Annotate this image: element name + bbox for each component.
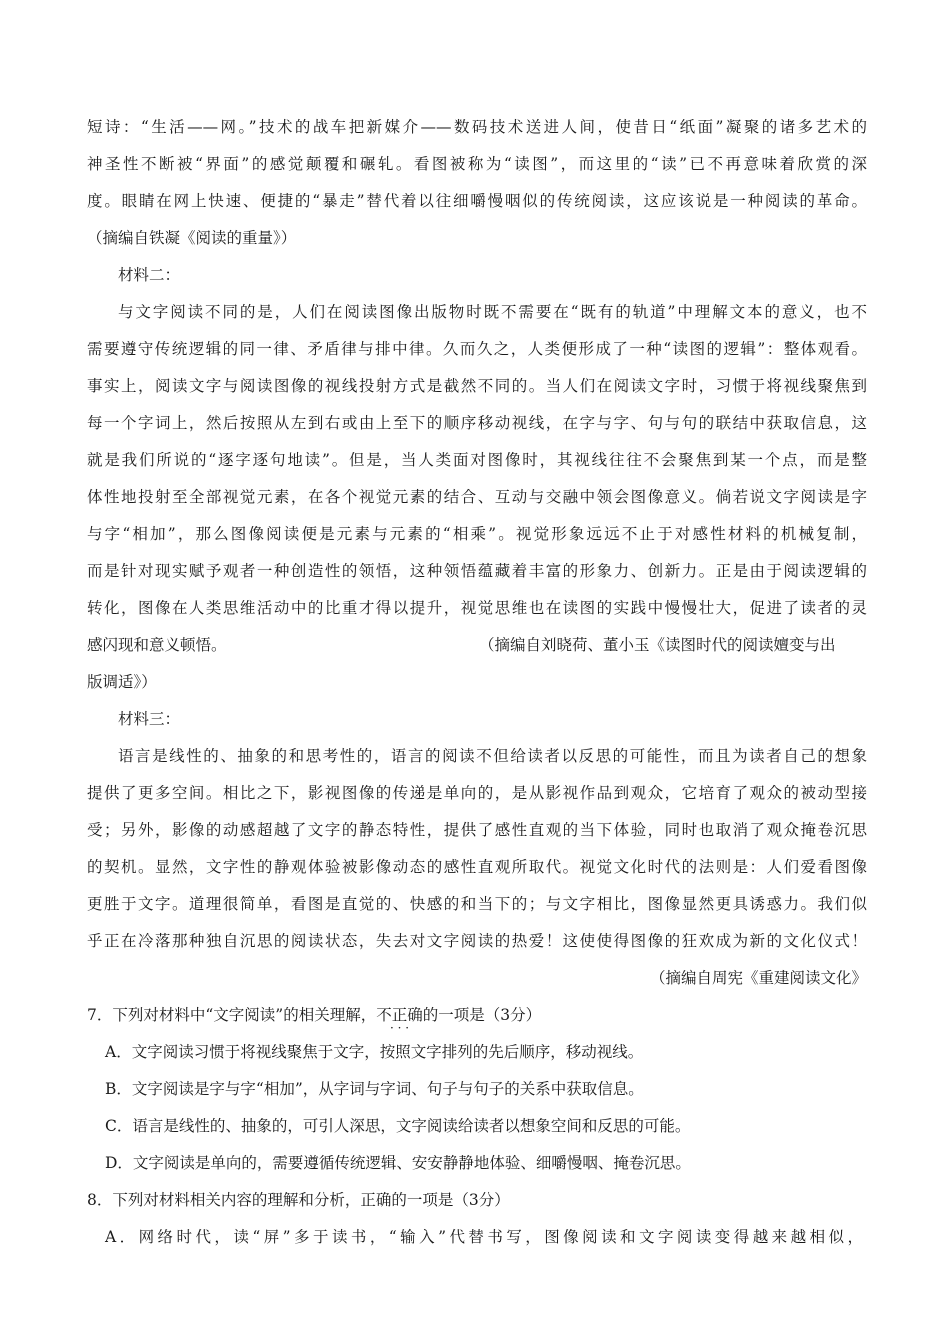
material2-line: 转化，图像在人类思维活动中的比重才得以提升，视觉思维也在读图的实践中慢慢壮大，促进了读者的灵	[87, 599, 867, 617]
q7-option-c: C．语言是线性的、抽象的，可引人深思，文字阅读给读者以想象空间和反思的可能。	[105, 1117, 691, 1135]
q8-option-a: A．网络时代，读“屏”多于读书，“输入”代替书写，图像阅读和文字阅读变得越来越相似，	[105, 1228, 863, 1246]
material2-line: 每一个字词上，然后按照从左到右或由上至下的顺序移动视线，在字与字、句与句的联结中获取信息，这	[87, 414, 867, 432]
material1-source: （摘编自铁凝《阅读的重量》）	[87, 229, 297, 247]
q7-option-a: A．文字阅读习惯于将视线聚焦于文字，按照文字排列的先后顺序，移动视线。	[105, 1043, 644, 1061]
material3-line: 的契机。显然，文字性的静观体验被影像动态的感性直观所取代。视觉文化时代的法则是：人们爱看图像	[87, 858, 867, 876]
material1-line: 神圣性不断被“界面”的感觉颠覆和碾轧。看图被称为“读图”，而这里的“读”已不再意味着欣赏的深	[87, 155, 867, 173]
material2-source: （摘编自刘晓荷、董小玉《读图时代的阅读嬗变与出	[479, 636, 836, 654]
material2-line: 事实上，阅读文字与阅读图像的视线投射方式是截然不同的。当人们在阅读文字时，习惯于将视线聚焦到	[87, 377, 867, 395]
q7-stem-b: 的一项是（3分）	[422, 1006, 542, 1024]
material1-line: 短诗：“生活——网。”技术的战车把新媒介——数码技术送进人间，使昔日“纸面”凝聚的诸多艺术的	[87, 118, 867, 136]
material2-last-text: 感闪现和意义顿悟。	[87, 636, 227, 654]
material2-line: 与字“相加”，那么图像阅读便是元素与元素的“相乘”。视觉形象远远不止于对感性材料的机械复制，	[87, 525, 867, 543]
material2-line: 而是针对现实赋予观者一种创造性的领悟，这种领悟蕴藏着丰富的形象力、创新力。正是由于阅读逻辑的	[87, 562, 867, 580]
material3-line: 乎正在冷落那种独自沉思的阅读状态，失去对文字阅读的热爱！这使使得图像的狂欢成为新的文化仪式！	[87, 932, 867, 950]
material1-line: 度。眼睛在网上快速、便捷的“暴走”替代着以往细嚼慢咽似的传统阅读，这应该说是一种阅读的革命。	[87, 192, 867, 210]
material3-line: 更胜于文字。道理很简单，看图是直觉的、快感的和当下的；与文字相比，图像显然更具诱惑力。我们似	[87, 895, 867, 913]
q7-stem	[87, 1002, 867, 1028]
material2-line: 就是我们所说的“逐字逐句地读”。但是，当人类面对图像时，其视线往往不会聚焦到某一个点，而是整	[87, 451, 867, 469]
material3-line: 受；另外，影像的动感超越了文字的静态特性，提供了感性直观的当下体验，同时也取消了观众掩卷沉思	[87, 821, 867, 839]
material2-heading: 材料二：	[118, 266, 181, 284]
q7-option-b: B．文字阅读是字与字“相加”，从字词与字词、句子与句子的关系中获取信息。	[105, 1080, 644, 1098]
material3-line: 语言是线性的、抽象的和思考性的，语言的阅读不但给读者以反思的可能性，而且为读者自己的想象	[118, 747, 867, 765]
q8-stem: 8．下列对材料相关内容的理解和分析，正确的一项是（3分）	[87, 1191, 510, 1209]
material2-line: 体性地投射至全部视觉元素，在各个视觉元素的结合、互动与交融中领会图像意义。倘若说文字阅读是字	[87, 488, 867, 506]
material2-line: 需要遵守传统逻辑的同一律、矛盾律与排中律。久而久之，人类便形成了一种“读图的逻辑”：整体观看。	[87, 340, 867, 358]
q7-stem-a: 7．下列对材料中“文字阅读”的相关理解，	[87, 1006, 377, 1024]
q7-option-d: D．文字阅读是单向的，需要遵循传统逻辑、安安静静地体验、细嚼慢咽、掩卷沉思。	[105, 1154, 691, 1172]
material3-line: 提供了更多空间。相比之下，影视图像的传递是单向的，是从影视作品到观众，它培育了观众的被动型接	[87, 784, 867, 802]
q7-emphasis: 不正确 · · ·	[376, 1006, 423, 1024]
material2-source-cont: 版调适》）	[87, 673, 157, 691]
material2-last-line	[87, 632, 867, 658]
material3-heading: 材料三：	[118, 710, 181, 728]
material2-line: 与文字阅读不同的是，人们在阅读图像出版物时既不需要在“既有的轨道”中理解文本的意义，也不	[118, 303, 867, 321]
material3-source: （摘编自周宪《重建阅读文化》	[649, 969, 867, 987]
